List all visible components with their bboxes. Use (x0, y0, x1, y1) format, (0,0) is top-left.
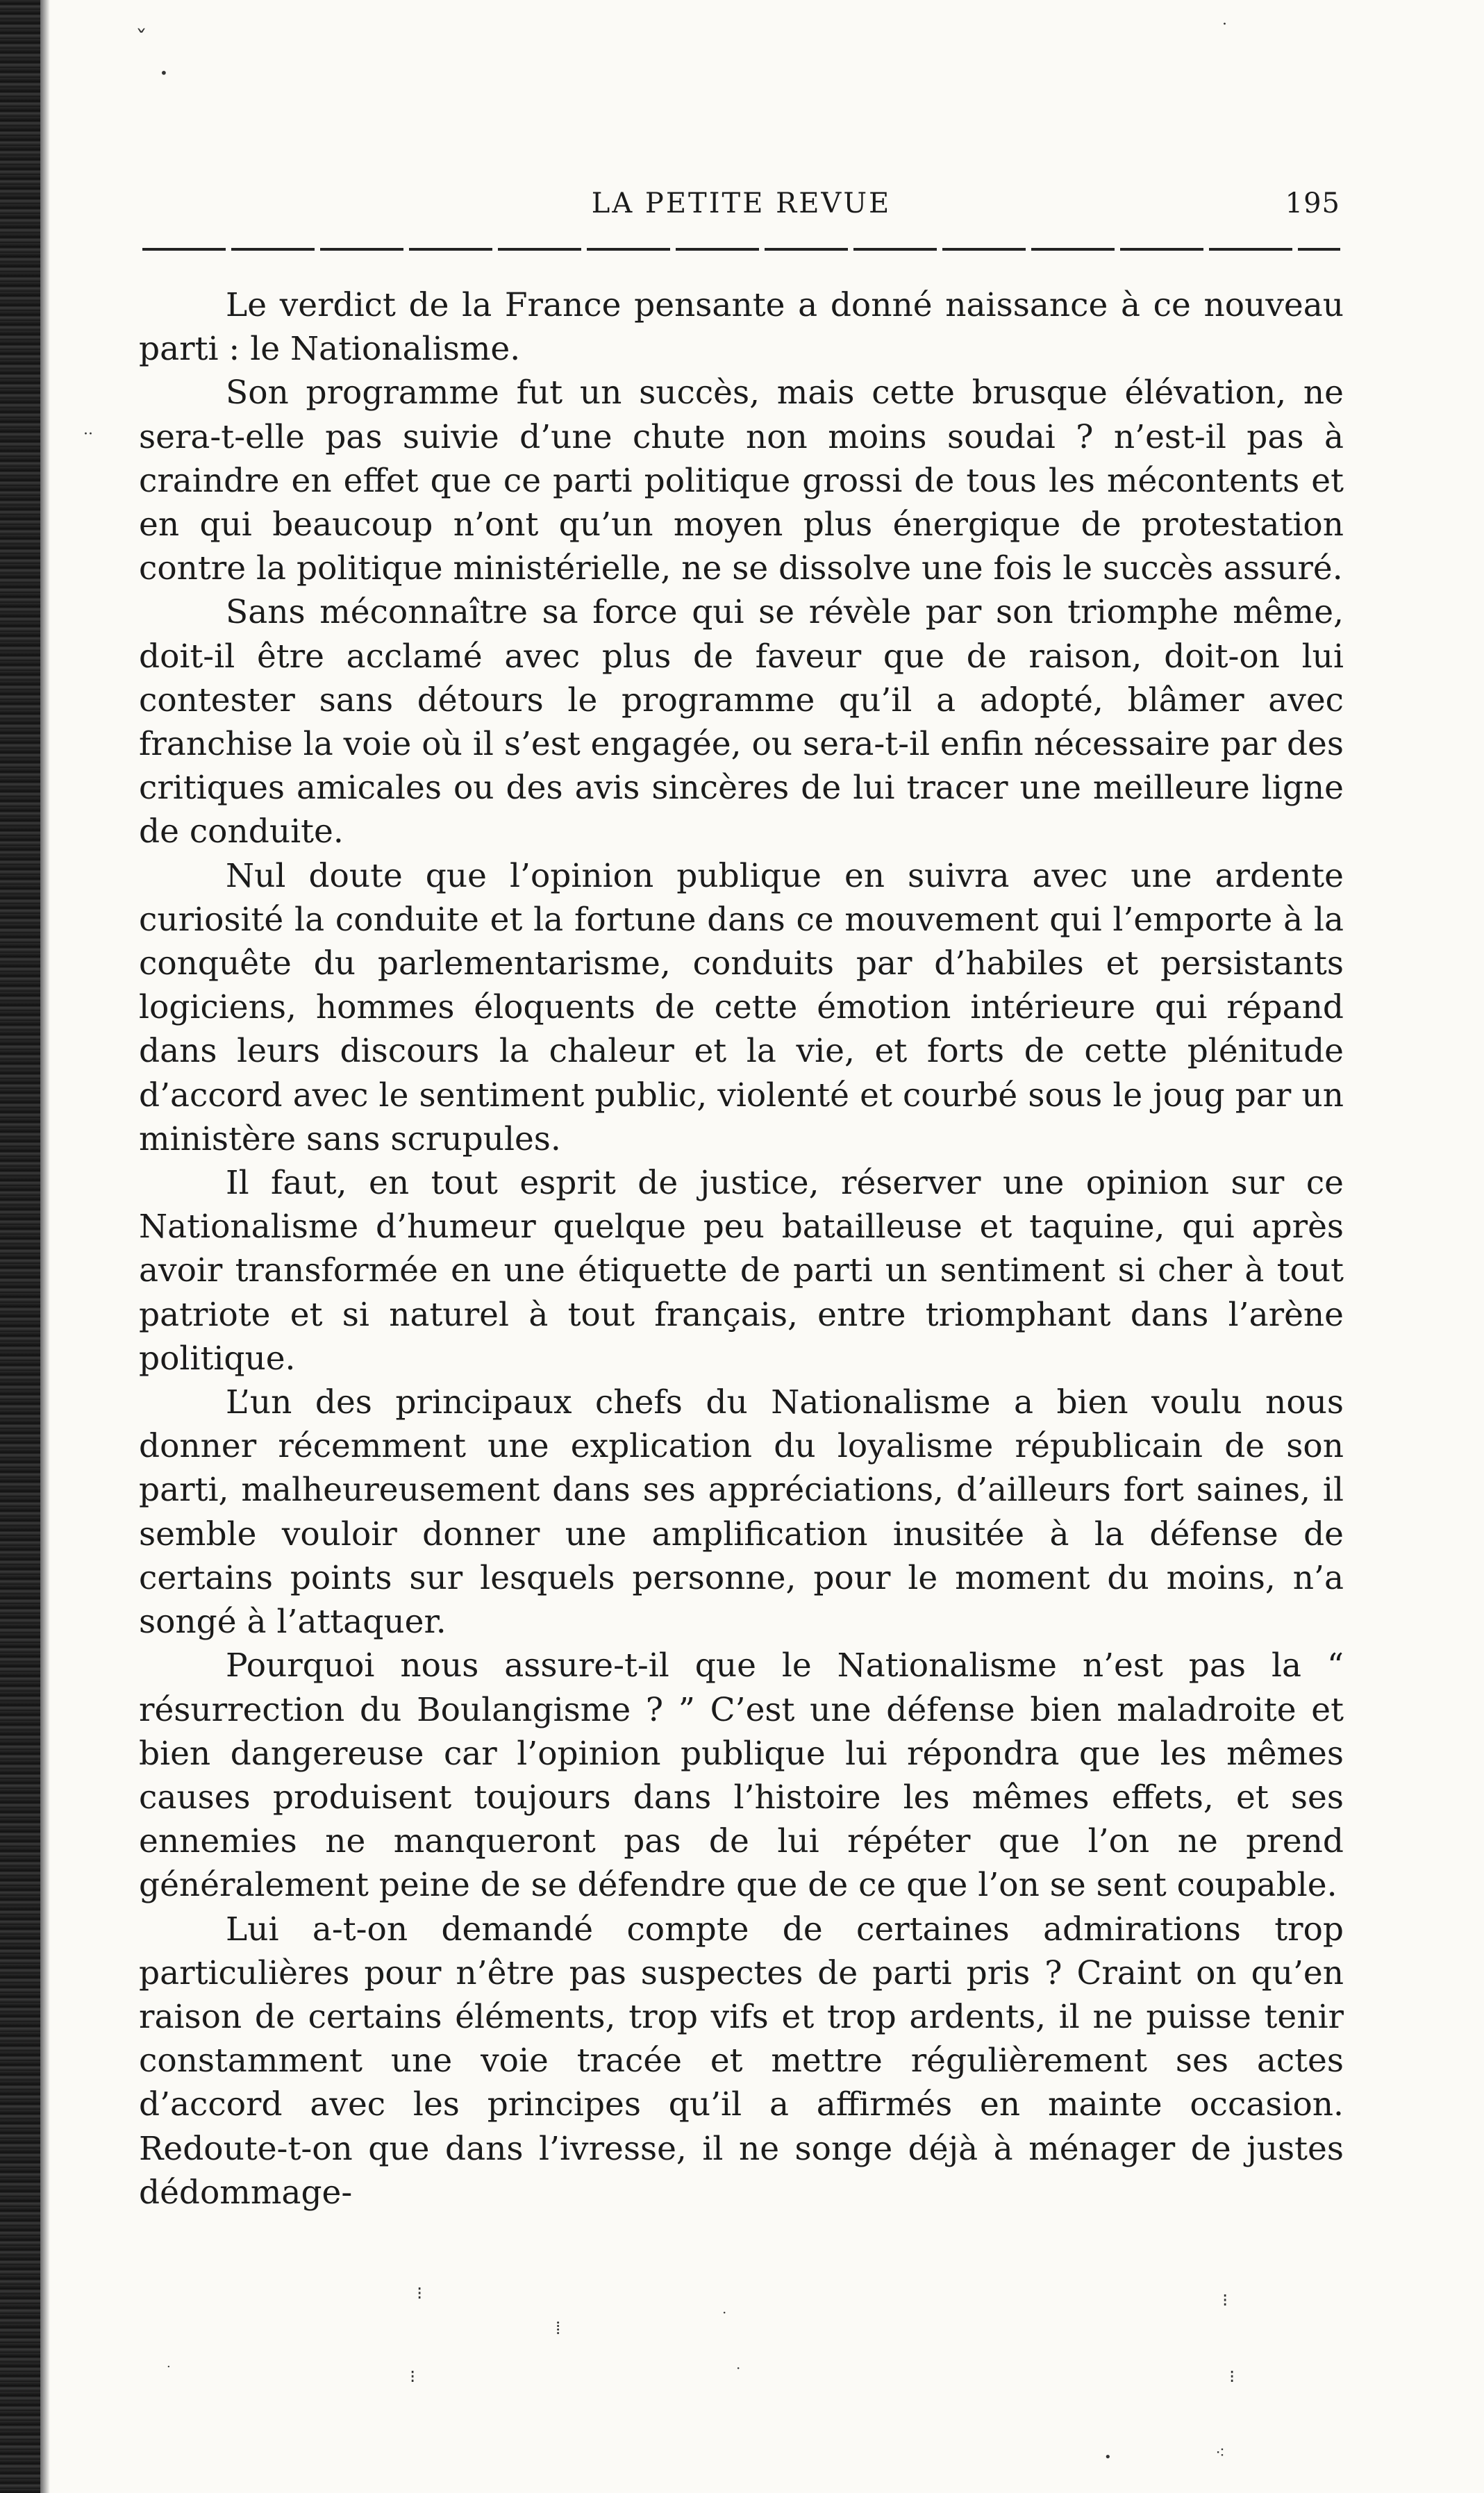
scan-artifacts (0, 2264, 1484, 2493)
scan-speck: • (160, 65, 168, 81)
scan-speck: ⁖ (1215, 2443, 1226, 2462)
scan-speck: ⁝ (417, 2283, 423, 2304)
paragraph: Il faut, en tout esprit de justice, réserver une opinion sur ce Nationalisme d’humeur quelque peu batailleuse et taquine, qui après avoir transformée en une étiquette de parti un sentiment si cher à tout patriote et si naturel à tout français, entre triomphant dans l’arène politique. (139, 1164, 1344, 1378)
article-body (139, 283, 1344, 2215)
page-header (142, 182, 1340, 231)
scan-speck: ⁞ (556, 2318, 561, 2339)
scan-speck: ⁝ (410, 2367, 416, 2387)
paragraph: Nul doute que l’opinion publique en suivra avec une ardente curiosité la conduite et la fortune dans ce mouvement qui l’emporte à la conquête du parlementarisme, conduits par d’habiles et persistants logiciens, hommes éloquents de cette émotion intérieure qui répand dans leurs discours la chaleur et la vie, et forts de cette plénitude d’accord avec le sentiment public, violenté et courbé sous le joug par un ministère sans scrupules. (139, 856, 1344, 1158)
paragraph: L’un des principaux chefs du Nationalisme a bien voulu nous donner récemment une explication du loyalisme républicain de son parti, malheureusement dans ses appréciations, d’ailleurs fort saines, il semble vouloir donner une amplification inusitée à la défense de certains points sur lesquels personne, pour le moment du moins, n’a songé à l’attaquer. (139, 1383, 1344, 1642)
header-rule (142, 248, 1340, 251)
scan-speck: ·· (83, 426, 93, 443)
scan-speck: · (167, 2360, 171, 2374)
scan-speck: • (1104, 2450, 1112, 2465)
paragraph: Lui a-t-on demandé compte de certaines admirations trop particulières pour n’être pas suspectes de parti pris ? Craint on qu’en raison de certains éléments, trop vifs et trop ardents, il ne puisse tenir constamment une voie tracée et mettre régulièrement ses actes d’accord avec les principes qu’il a affirmés en mainte occasion. Redoute-t-on que dans l’ivresse, il ne songe déjà à ménager de justes dédommage- (139, 1910, 1344, 2212)
scan-speck: · (736, 2360, 741, 2376)
scan-speck: · (1222, 16, 1227, 33)
paragraph: Pourquoi nous assure-t-il que le Nationalisme n’est pas la “ résurrection du Boulangisme ? ” C’est une défense bien maladroite et bien dangereuse car l’opinion publique lui répondra que les mêmes causes produisent toujours dans l’histoire les mêmes effets, et ses ennemies ne manqueront pas de lui répéter que l’on ne prend généralement peine de se défendre que de ce que l’on se sent coupable. (139, 1646, 1344, 1905)
scan-speck: ˇ (135, 26, 147, 53)
paragraph: Son programme fut un succès, mais cette brusque élévation, ne sera-t-elle pas suivie d’une chute non moins soudai ? n’est-il pas à craindre en effet que ce parti politique grossi de tous les mécontents et en qui beaucoup n’ont qu’un moyen plus énergique de protestation contre la politique ministérielle, ne se dissolve une fois le succès assuré. (139, 374, 1344, 588)
scan-speck: · (722, 2304, 727, 2321)
running-title: LA PETITE REVUE (591, 187, 892, 219)
page-binding-edge (40, 0, 50, 2493)
scan-speck: ⁝ (1222, 2290, 1228, 2311)
page-number: 195 (1285, 187, 1340, 219)
paragraph: Sans méconnaître sa force qui se révèle par son triomphe même, doit-il être acclamé avec plus de faveur que de raison, doit-on lui contester sans détours le programme qu’il a adopté, blâmer avec franchise la voie où il s’est engagée, ou sera-t-il enfin nécessaire par des critiques amicales ou des avis sincères de lui tracer une meilleure ligne de conduite. (139, 593, 1344, 851)
paragraph: Le verdict de la France pensante a donné naissance à ce nouveau parti : le Nationalisme. (139, 286, 1344, 369)
scan-speck: ⁝ (1229, 2367, 1235, 2387)
page-binding-shadow (0, 0, 40, 2493)
